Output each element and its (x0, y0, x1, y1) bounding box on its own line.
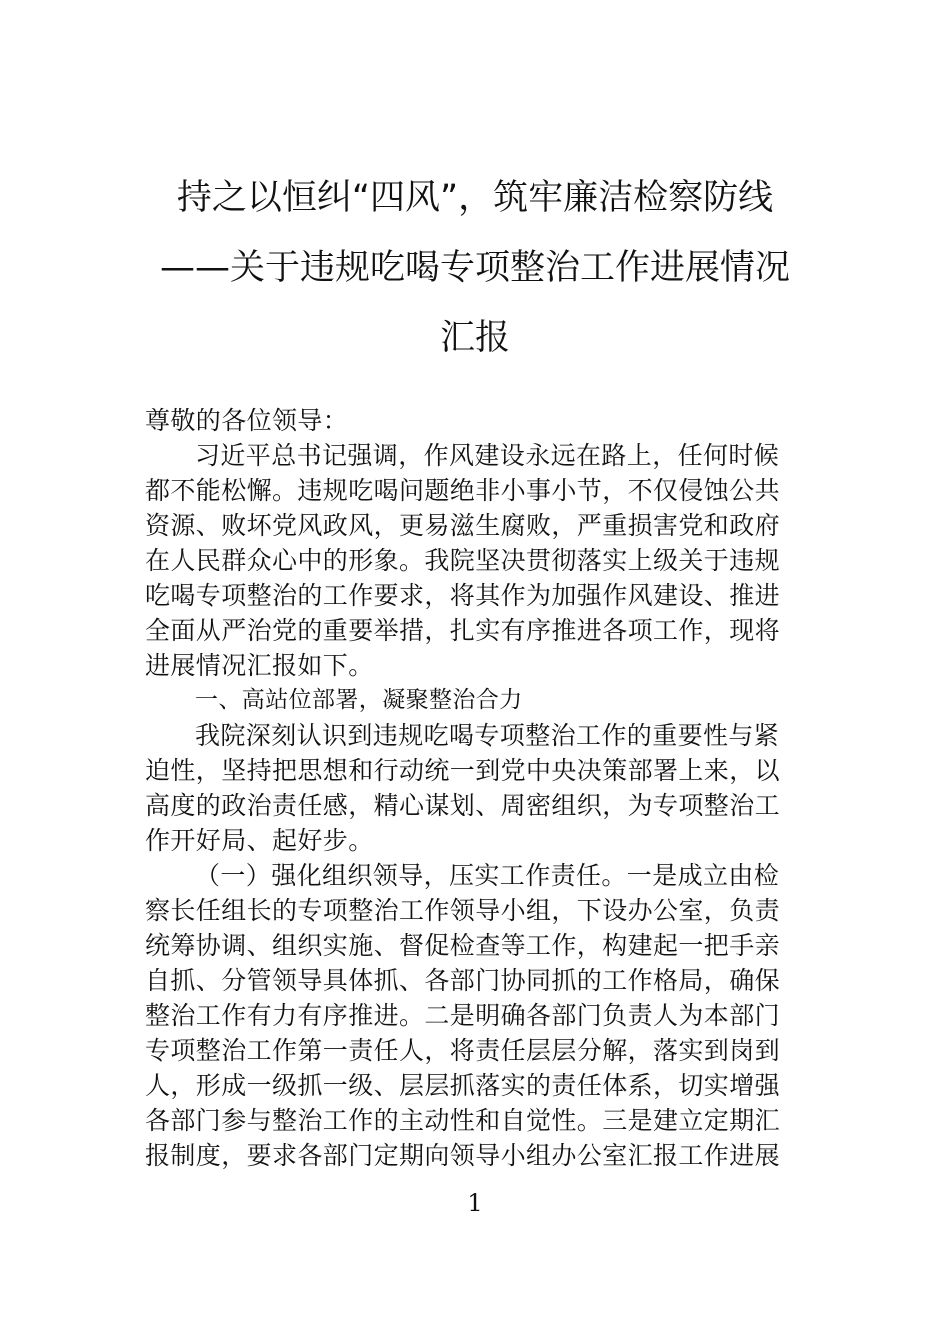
paragraph-line: 全面从严治党的重要举措，扎实有序推进各项工作，现将 (145, 616, 781, 645)
paragraph-line: 在人民群众心中的形象。我院坚决贯彻落实上级关于违规 (145, 546, 781, 575)
paragraph-line: 整治工作有力有序推进。二是明确各部门负责人为本部门 (145, 1001, 781, 1030)
paragraph-line: 都不能松懈。违规吃喝问题绝非小事小节，不仅侵蚀公共 (145, 476, 781, 505)
salutation: 尊敬的各位领导： (145, 406, 349, 435)
paragraph-line: 察长任组长的专项整治工作领导小组，下设办公室，负责 (145, 896, 781, 925)
document-body (145, 403, 807, 1173)
paragraph-line: 进展情况汇报如下。 (145, 651, 374, 680)
paragraph-line: 作开好局、起好步。 (145, 826, 374, 855)
paragraph-line: 统筹协调、组织实施、督促检查等工作，构建起一把手亲 (145, 931, 781, 960)
document-title-line-2: ——关于违规吃喝专项整治工作进展情况 (159, 248, 790, 288)
paragraph-line: 习近平总书记强调，作风建设永远在路上，任何时候 (195, 441, 780, 470)
section-heading: 一、高站位部署，凝聚整治合力 (195, 687, 523, 713)
paragraph-line: 人，形成一级抓一级、层层抓落实的责任体系，切实增强 (145, 1071, 781, 1100)
paragraph-line: 我院深刻认识到违规吃喝专项整治工作的重要性与紧 (195, 721, 780, 750)
document-title-line-3: 汇报 (439, 318, 510, 358)
paragraph-line: 高度的政治责任感，精心谋划、周密组织，为专项整治工 (145, 791, 781, 820)
page-number: 1 (467, 1189, 483, 1217)
paragraph-line: 各部门参与整治工作的主动性和自觉性。三是建立定期汇 (145, 1106, 781, 1135)
document-title-line-1: 持之以恒纠“四风”，筑牢廉洁检察防线 (176, 178, 774, 218)
paragraph-line: 自抓、分管领导具体抓、各部门协同抓的工作格局，确保 (145, 966, 781, 995)
paragraph-line: 吃喝专项整治的工作要求，将其作为加强作风建设、推进 (145, 581, 781, 610)
paragraph-line: （一）强化组织领导，压实工作责任。一是成立由检 (195, 861, 780, 890)
paragraph-line: 资源、败坏党风政风，更易滋生腐败，严重损害党和政府 (145, 511, 781, 540)
paragraph-line: 专项整治工作第一责任人，将责任层层分解，落实到岗到 (145, 1036, 781, 1065)
paragraph-line: 迫性，坚持把思想和行动统一到党中央决策部署上来，以 (145, 756, 781, 785)
paragraph-line: 报制度，要求各部门定期向领导小组办公室汇报工作进展 (145, 1141, 781, 1170)
